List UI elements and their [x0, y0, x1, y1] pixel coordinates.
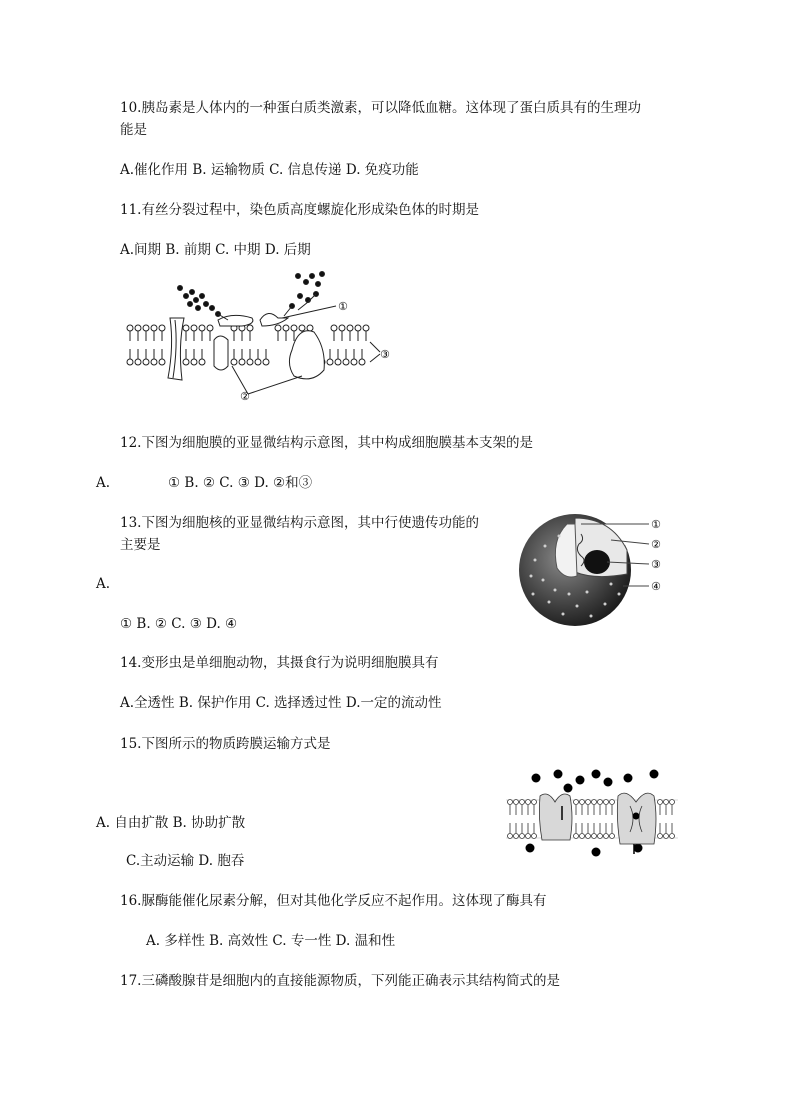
q15-options-line2: C.主动运输 D. 胞吞	[126, 853, 245, 869]
q10-stem-line2: 能是	[120, 122, 147, 138]
q16-stem: 16.脲酶能催化尿素分解，但对其他化学反应不起作用。这体现了酶具有	[120, 893, 547, 909]
q15-stem: 15.下图所示的物质跨膜运输方式是	[120, 736, 331, 752]
q13-label-1: ①	[651, 518, 661, 531]
q14-options: A.全透性 B. 保护作用 C. 选择透过性 D.一定的流动性	[120, 695, 442, 711]
q11-stem: 11.有丝分裂过程中，染色质高度螺旋化形成染色体的时期是	[120, 202, 479, 218]
phospholipid-heads-bottom	[127, 359, 365, 365]
q12-label-2: ②	[240, 390, 250, 403]
glycoprotein-chains	[178, 272, 325, 317]
q15-options-line1: A. 自由扩散 B. 协助扩散	[96, 815, 246, 831]
q16-options: A. 多样性 B. 高效性 C. 专一性 D. 温和性	[146, 933, 396, 949]
q13-stem-line1: 13.下图为细胞核的亚显微结构示意图，其中行使遗传功能的	[120, 515, 479, 531]
q17-stem: 17.三磷酸腺苷是细胞内的直接能源物质，下列能正确表示其结构简式的是	[120, 973, 560, 989]
q10-options: A.催化作用 B. 运输物质 C. 信息传递 D. 免疫功能	[120, 162, 419, 178]
q12-options: ① B. ② C. ③ D. ②和③	[168, 475, 313, 491]
q13-label-3: ③	[651, 558, 661, 571]
q13-option-a: A.	[96, 576, 111, 592]
q10-stem-line1: 10.胰岛素是人体内的一种蛋白质类激素，可以降低血糖。这体现了蛋白质具有的生理功	[120, 100, 641, 116]
q13-options: ① B. ② C. ③ D. ④	[120, 616, 238, 632]
q11-options: A.间期 B. 前期 C. 中期 D. 后期	[120, 242, 311, 258]
q14-stem: 14.变形虫是单细胞动物，其摄食行为说明细胞膜具有	[120, 655, 439, 671]
q13-label-4: ④	[651, 580, 661, 593]
q12-option-a: A.	[96, 475, 111, 491]
q12-stem: 12.下图为细胞膜的亚显微结构示意图，其中构成细胞膜基本支架的是	[120, 435, 533, 451]
carrier-protein-1	[539, 794, 572, 840]
transport-figure	[500, 766, 682, 862]
cell-membrane-figure	[122, 266, 402, 406]
nucleolus	[584, 550, 610, 574]
q12-label-3: ③	[380, 348, 390, 361]
q13-label-2: ②	[651, 538, 661, 551]
q12-label-1: ①	[338, 300, 348, 313]
q13-stem-line2: 主要是	[120, 537, 161, 553]
phospholipid-heads-top	[127, 325, 369, 331]
nucleus-figure	[515, 510, 675, 632]
